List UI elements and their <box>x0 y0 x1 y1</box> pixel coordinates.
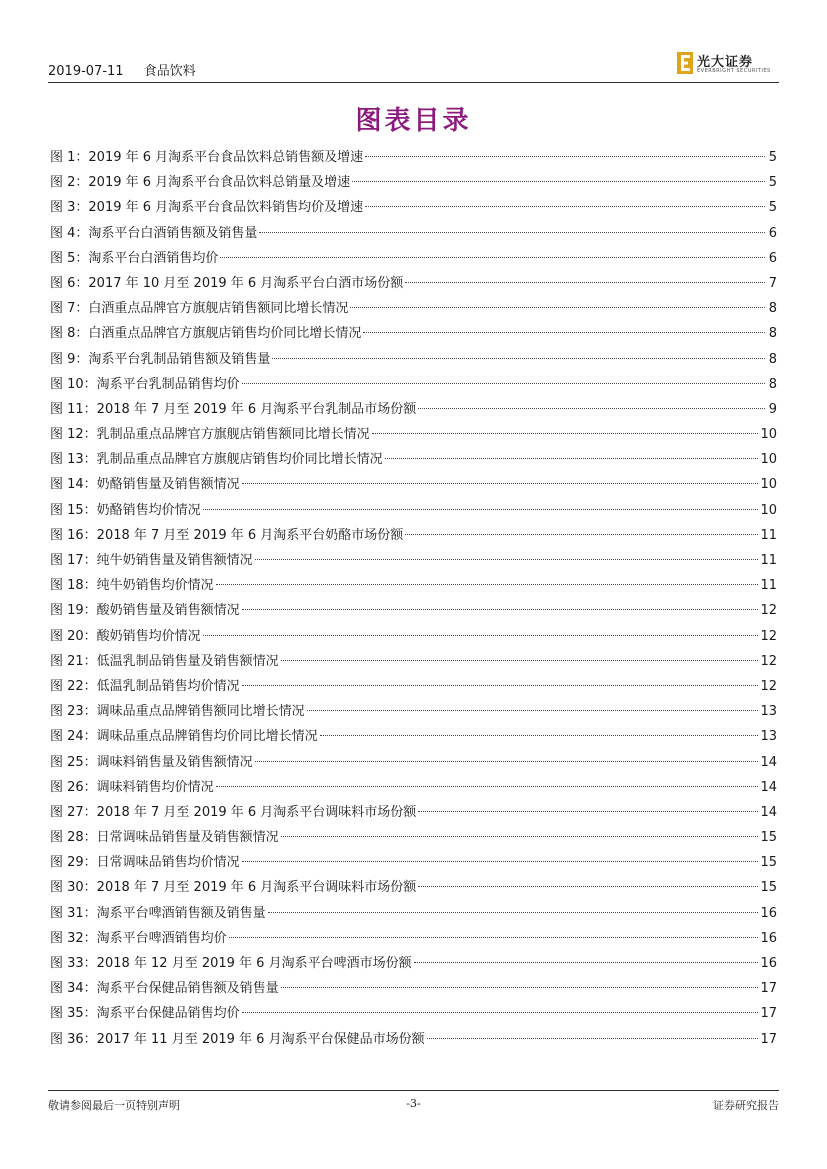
toc-entry-label: 图 27：2018 年 7 月至 2019 年 6 月淘系平台调味料市场份额 <box>50 804 417 820</box>
page-header <box>48 48 779 83</box>
toc-entry[interactable] <box>50 450 777 475</box>
toc-dot-leader <box>255 559 759 560</box>
toc-entry-page: 10 <box>760 502 777 518</box>
toc-entry-page: 15 <box>760 855 777 871</box>
toc-entry-label: 图 8：白酒重点品牌官方旗舰店销售均价同比增长情况 <box>50 326 362 342</box>
toc-entry[interactable] <box>50 400 777 425</box>
toc-entry[interactable] <box>50 627 777 652</box>
toc-entry[interactable] <box>50 173 777 198</box>
toc-entry[interactable] <box>50 501 777 526</box>
toc-dot-leader <box>414 962 759 963</box>
toc-dot-leader <box>272 358 765 359</box>
toc-dot-leader <box>259 232 765 233</box>
toc-entry-page: 5 <box>768 150 777 165</box>
report-date: 2019-07-11 <box>48 64 124 79</box>
toc-entry-page: 5 <box>768 175 777 191</box>
toc-entry-page: 10 <box>760 477 777 493</box>
toc-entry-label: 图 15：奶酪销售均价情况 <box>50 502 201 518</box>
toc-entry-page: 12 <box>760 653 777 669</box>
toc-dot-leader <box>427 1038 759 1039</box>
toc-entry-page: 8 <box>768 376 777 392</box>
toc-dot-leader <box>418 886 758 887</box>
toc-dot-leader <box>216 786 759 787</box>
toc-entry-page: 11 <box>760 527 777 543</box>
toc-entry[interactable] <box>50 1030 777 1055</box>
toc-entry-page: 14 <box>760 779 777 795</box>
toc-entry-page: 15 <box>760 880 777 896</box>
toc-dot-leader <box>385 458 759 459</box>
toc-entry[interactable] <box>50 601 777 626</box>
toc-entry[interactable] <box>50 677 777 702</box>
toc-entry-page: 6 <box>768 225 777 241</box>
toc-entry[interactable] <box>50 375 777 400</box>
toc-entry-label: 图 22：低温乳制品销售均价情况 <box>50 678 240 694</box>
toc-dot-leader <box>405 534 758 535</box>
toc-entry-page: 16 <box>760 905 777 921</box>
toc-entry-page: 6 <box>768 250 777 266</box>
everbright-logo-icon <box>677 52 693 74</box>
toc-entry-page: 17 <box>760 1006 777 1022</box>
toc-entry-label: 图 4：淘系平台白酒销售额及销售量 <box>50 225 258 241</box>
toc-dot-leader <box>203 509 759 510</box>
toc-entry[interactable] <box>50 979 777 1004</box>
toc-entry-label: 图 24：调味品重点品牌销售均价同比增长情况 <box>50 729 318 745</box>
disclaimer-note: 敬请参阅最后一页特别声明 <box>48 1099 180 1112</box>
toc-dot-leader <box>242 483 759 484</box>
toc-entry[interactable] <box>50 299 777 324</box>
toc-entry-page: 12 <box>760 603 777 619</box>
toc-entry[interactable] <box>50 1004 777 1029</box>
toc-entry[interactable] <box>50 324 777 349</box>
header-info <box>48 60 212 79</box>
company-logo <box>677 50 777 78</box>
toc-entry-label: 图 10：淘系平台乳制品销售均价 <box>50 376 240 392</box>
toc-entry[interactable] <box>50 727 777 752</box>
logo-text-en: EVERBRIGHT SECURITIES <box>697 68 771 74</box>
toc-entry[interactable] <box>50 576 777 601</box>
toc-dot-leader <box>320 735 759 736</box>
toc-entry-label: 图 1：2019 年 6 月淘系平台食品饮料总销售额及增速 <box>50 150 364 165</box>
toc-entry[interactable] <box>50 249 777 274</box>
toc-entry-page: 9 <box>768 401 777 417</box>
toc-entry-page: 16 <box>760 956 777 971</box>
toc-entry-page: 17 <box>760 981 777 997</box>
toc-dot-leader <box>363 332 765 333</box>
toc-entry-label: 图 2：2019 年 6 月淘系平台食品饮料总销量及增速 <box>50 175 351 191</box>
toc-entry-label: 图 25：调味料销售量及销售额情况 <box>50 754 253 770</box>
toc-entry-label: 图 23：调味品重点品牌销售额同比增长情况 <box>50 704 305 720</box>
toc-entry[interactable] <box>50 274 777 299</box>
toc-entry-page: 13 <box>760 729 777 745</box>
toc-dot-leader <box>255 761 759 762</box>
toc-entry-label: 图 20：酸奶销售均价情况 <box>50 628 201 644</box>
toc-entry-label: 图 36：2017 年 11 月至 2019 年 6 月淘系平台保健品市场份额 <box>50 1031 425 1047</box>
toc-entry-label: 图 30：2018 年 7 月至 2019 年 6 月淘系平台调味料市场份额 <box>50 880 417 896</box>
toc-entry-label: 图 16：2018 年 7 月至 2019 年 6 月淘系平台奶酪市场份额 <box>50 527 404 543</box>
toc-dot-leader <box>281 660 759 661</box>
toc-entry-page: 8 <box>768 301 777 317</box>
toc-dot-leader <box>281 836 759 837</box>
toc-dot-leader <box>203 635 759 636</box>
toc-entry-label: 图 13：乳制品重点品牌官方旗舰店销售均价同比增长情况 <box>50 452 383 468</box>
toc-entry-label: 图 3：2019 年 6 月淘系平台食品饮料销售均价及增速 <box>50 200 364 216</box>
toc-entry-label: 图 18：纯牛奶销售均价情况 <box>50 578 214 594</box>
toc-entry-label: 图 34：淘系平台保健品销售额及销售量 <box>50 981 279 997</box>
figure-list <box>50 148 777 1055</box>
toc-dot-leader <box>242 609 759 610</box>
toc-entry-label: 图 6：2017 年 10 月至 2019 年 6 月淘系平台白酒市场份额 <box>50 275 404 291</box>
toc-entry-label: 图 31：淘系平台啤酒销售额及销售量 <box>50 905 266 921</box>
toc-dot-leader <box>242 685 759 686</box>
toc-dot-leader <box>405 282 765 283</box>
toc-entry-label: 图 5：淘系平台白酒销售均价 <box>50 250 219 266</box>
toc-entry-label: 图 9：淘系平台乳制品销售额及销售量 <box>50 351 271 367</box>
toc-entry[interactable] <box>50 828 777 853</box>
toc-dot-leader <box>418 408 765 409</box>
toc-entry[interactable] <box>50 702 777 727</box>
toc-entry-page: 15 <box>760 830 777 846</box>
toc-entry[interactable] <box>50 652 777 677</box>
toc-entry-page: 11 <box>760 553 777 568</box>
toc-entry[interactable] <box>50 778 777 803</box>
toc-entry-label: 图 19：酸奶销售量及销售额情况 <box>50 603 240 619</box>
toc-entry-page: 17 <box>760 1031 777 1047</box>
toc-dot-leader <box>242 383 765 384</box>
page-number: -3- <box>406 1097 421 1110</box>
toc-entry-page: 7 <box>768 275 777 291</box>
toc-dot-leader <box>307 710 759 711</box>
toc-dot-leader <box>365 206 765 207</box>
toc-entry-page: 12 <box>760 678 777 694</box>
toc-dot-leader <box>365 156 765 157</box>
toc-entry[interactable] <box>50 853 777 878</box>
toc-entry[interactable] <box>50 425 777 450</box>
toc-dot-leader <box>350 307 765 308</box>
toc-entry-page: 10 <box>760 427 777 443</box>
toc-dot-leader <box>242 861 759 862</box>
toc-dot-leader <box>418 811 758 812</box>
toc-entry-page: 16 <box>760 930 777 946</box>
toc-entry[interactable] <box>50 878 777 903</box>
toc-dot-leader <box>229 937 759 938</box>
toc-entry[interactable] <box>50 929 777 954</box>
toc-dot-leader <box>220 257 765 258</box>
toc-entry-label: 图 29：日常调味品销售均价情况 <box>50 855 240 871</box>
toc-entry[interactable] <box>50 198 777 223</box>
toc-entry[interactable] <box>50 526 777 551</box>
report-type: 证券研究报告 <box>713 1099 779 1112</box>
toc-entry-label: 图 33：2018 年 12 月至 2019 年 6 月淘系平台啤酒市场份额 <box>50 956 412 971</box>
toc-entry-label: 图 35：淘系平台保健品销售均价 <box>50 1006 240 1022</box>
toc-entry-page: 5 <box>768 200 777 216</box>
toc-entry-page: 8 <box>768 351 777 367</box>
toc-entry-page: 12 <box>760 628 777 644</box>
toc-entry[interactable] <box>50 753 777 778</box>
toc-entry[interactable] <box>50 350 777 375</box>
toc-entry-label: 图 14：奶酪销售量及销售额情况 <box>50 477 240 493</box>
toc-entry[interactable] <box>50 803 777 828</box>
logo-text-cn: 光大证券 <box>697 55 754 70</box>
toc-entry-label: 图 21：低温乳制品销售量及销售额情况 <box>50 653 279 669</box>
report-category: 食品饮料 <box>143 64 196 79</box>
toc-dot-leader <box>281 987 759 988</box>
toc-entry-label: 图 17：纯牛奶销售量及销售额情况 <box>50 553 253 568</box>
toc-entry[interactable] <box>50 904 777 929</box>
toc-entry-label: 图 28：日常调味品销售量及销售额情况 <box>50 830 279 846</box>
toc-dot-leader <box>216 584 759 585</box>
toc-entry[interactable] <box>50 954 777 979</box>
toc-entry-label: 图 32：淘系平台啤酒销售均价 <box>50 930 227 946</box>
toc-entry-page: 11 <box>760 578 777 594</box>
toc-entry-page: 8 <box>768 326 777 342</box>
toc-entry-page: 14 <box>760 754 777 770</box>
toc-entry-label: 图 26：调味料销售均价情况 <box>50 779 214 795</box>
toc-entry-page: 10 <box>760 452 777 468</box>
toc-dot-leader <box>242 1012 759 1013</box>
toc-entry[interactable] <box>50 148 777 173</box>
toc-entry[interactable] <box>50 551 777 576</box>
toc-entry-label: 图 11：2018 年 7 月至 2019 年 6 月淘系平台乳制品市场份额 <box>50 401 417 417</box>
toc-dot-leader <box>268 912 759 913</box>
page-title: 图表目录 <box>355 106 472 136</box>
toc-dot-leader <box>352 181 765 182</box>
toc-dot-leader <box>372 433 759 434</box>
toc-entry-label: 图 7：白酒重点品牌官方旗舰店销售额同比增长情况 <box>50 301 349 317</box>
page-footer <box>48 1090 779 1119</box>
toc-entry[interactable] <box>50 475 777 500</box>
toc-entry[interactable] <box>50 224 777 249</box>
toc-entry-page: 14 <box>760 804 777 820</box>
toc-entry-label: 图 12：乳制品重点品牌官方旗舰店销售额同比增长情况 <box>50 427 370 443</box>
toc-entry-page: 13 <box>760 704 777 720</box>
